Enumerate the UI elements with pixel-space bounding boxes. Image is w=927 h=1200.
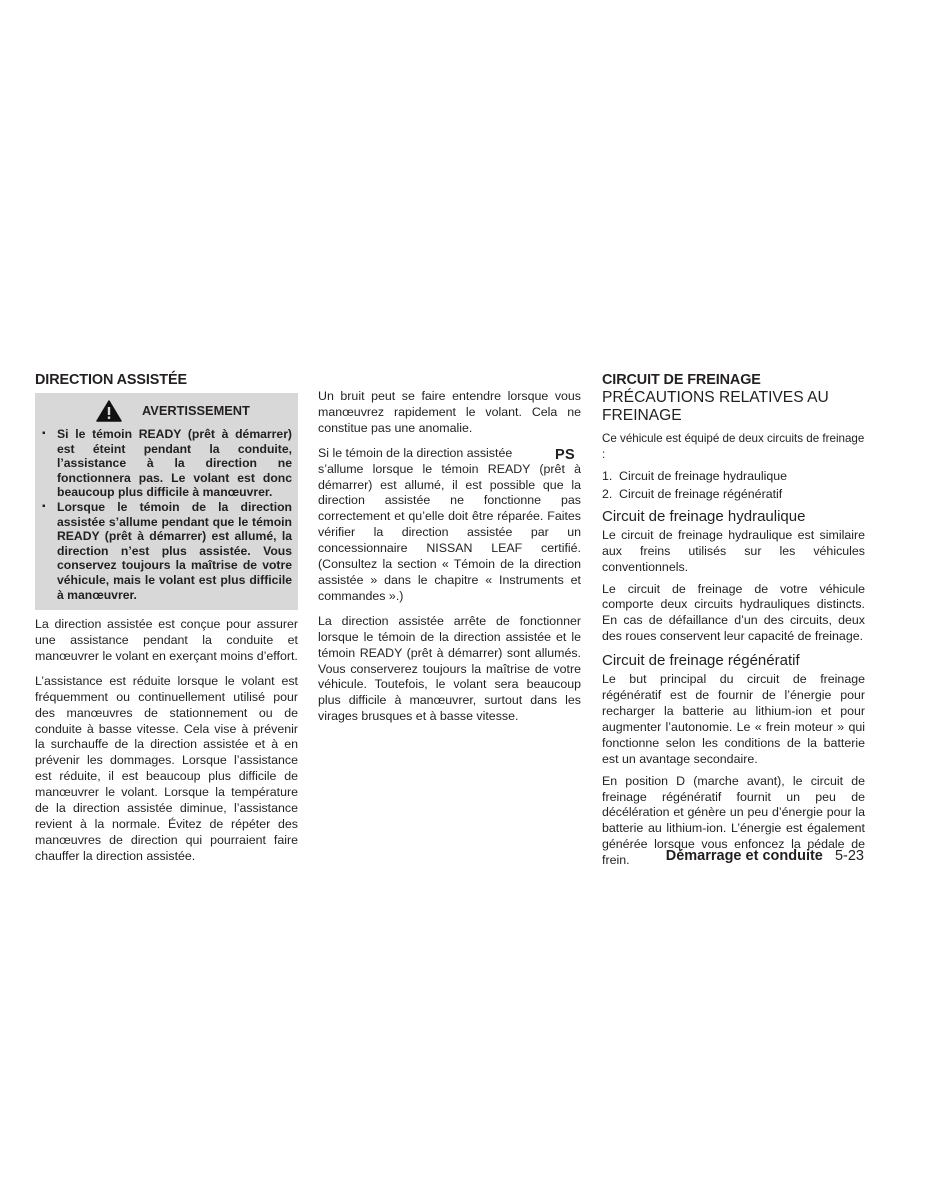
warning-box bbox=[35, 393, 298, 610]
brake-circuit-list bbox=[602, 467, 865, 503]
paragraph: La direction assistée est conçue pour assurer une assistance pendant la conduite et manœuvrer le volant en exerçant moins d’effort. bbox=[35, 617, 298, 663]
section-heading-direction-assistee: DIRECTION ASSISTÉE bbox=[35, 372, 187, 388]
footer-section-title: Démarrage et conduite bbox=[665, 848, 823, 864]
power-steering-warning-icon: PS bbox=[555, 446, 575, 463]
subheading-hydraulique: Circuit de freinage hydraulique bbox=[602, 507, 806, 525]
ps-warning-paragraph bbox=[318, 446, 581, 605]
subheading-precautions: PRÉCAUTIONS RELATIVES AU FREINAGE bbox=[602, 389, 829, 424]
paragraph: Le circuit de freinage hydraulique est similaire aux freins utilisés sur les véhicules conventionnels. bbox=[602, 527, 865, 574]
paragraph-first-line: Si le témoin de la direction assistée bbox=[318, 445, 513, 460]
paragraph: Le but principal du circuit de freinage régénératif est de fournir de l’énergie pour recharger la batterie au lithium-ion et pour augmenter l’autonomie. Le « frein moteur » qui fonctionne selon les conditions de la batterie est un avantage secondaire. bbox=[602, 672, 865, 766]
list-item: 2. Circuit de freinage régénératif bbox=[602, 486, 783, 501]
paragraph: La direction assistée arrête de fonctionner lorsque le témoin de la direction assistée et le témoin READY (prêt à démarrer) sont allumés. Vous conserverez toujours la maîtrise de votre véhicule. Toutefois, le volant sera beaucoup plus difficile à manœuvrer, surtout dans les virages brusques et à basse vitesse. bbox=[318, 613, 581, 724]
paragraph: L’assistance est réduite lorsque le volant est fréquemment ou continuellement utilisé pour des manœuvres de stationnement ou de conduite à basse vitesse. Cela vise à prévenir la surchauffe de la direction assistée et à en prévenir les dommages. Lorsque l’assistance est réduite, il est beaucoup plus difficile de manœuvrer le volant. Lorsque la température de la direction assistée diminue, l’assistance revient à la normale. Évitez de répéter des manœuvres de direction qui pourraient faire chauffer la direction assistée. bbox=[35, 673, 298, 863]
warning-triangle-icon bbox=[96, 400, 122, 422]
warning-list bbox=[35, 427, 298, 602]
list-item: 1. Circuit de freinage hydraulique bbox=[602, 468, 788, 483]
subheading-regeneratif: Circuit de freinage régénératif bbox=[602, 652, 800, 670]
right-column bbox=[602, 371, 865, 869]
middle-column bbox=[318, 389, 581, 725]
page-number: 5-23 bbox=[834, 848, 864, 864]
paragraph: s’allume lorsque le témoin READY (prêt à démarrer) est allumé, il est possible que la direction assistée ne fonctionne pas correctement et qu’elle doit être réparée. Faites vérifier la direction assistée par un concessionnaire NISSAN LEAF certifié. (Consultez la section « Témoin de la direction assistée » dans le chapitre « Instruments et commandes ».) bbox=[318, 461, 581, 603]
warning-title: AVERTISSEMENT bbox=[142, 403, 250, 418]
paragraph: Un bruit peut se faire entendre lorsque vous manœuvrez rapidement le volant. Cela ne constitue pas une anomalie. bbox=[318, 389, 581, 435]
paragraph: Le circuit de freinage de votre véhicule comporte deux circuits hydrauliques distincts. En cas de défaillance d’un des circuits, deux des roues conservent leur capacité de freinage. bbox=[602, 581, 865, 644]
warning-header bbox=[35, 393, 298, 427]
paragraph: En position D (marche avant), le circuit de freinage régénératif fournit un peu de décélération et génère un peu d’énergie pour la batterie au lithium-ion. L’énergie est également générée lorsque vous enfoncez la pédale de frein. bbox=[602, 773, 865, 868]
section-heading-circuit-de-freinage: CIRCUIT DE FREINAGE bbox=[602, 372, 761, 388]
paragraph: Ce véhicule est équipé de deux circuits de freinage : bbox=[602, 432, 865, 461]
page-footer bbox=[666, 848, 864, 864]
warning-item: ▪ Lorsque le témoin de la direction assistée s’allume pendant que le témoin READY (prêt à démarrer) est allumé, la direction n’est plus assistée. Vous conservez toujours la maîtrise de votre véhicule, mais le volant est plus difficile à manœuvrer. bbox=[42, 500, 292, 602]
warning-item: ▪ Si le témoin READY (prêt à démarrer) est éteint pendant la conduite, l’assistance à la direction ne fonctionnera pas. Le volant est donc beaucoup plus difficile à manœuvrer. bbox=[42, 427, 292, 500]
left-column bbox=[35, 371, 298, 865]
